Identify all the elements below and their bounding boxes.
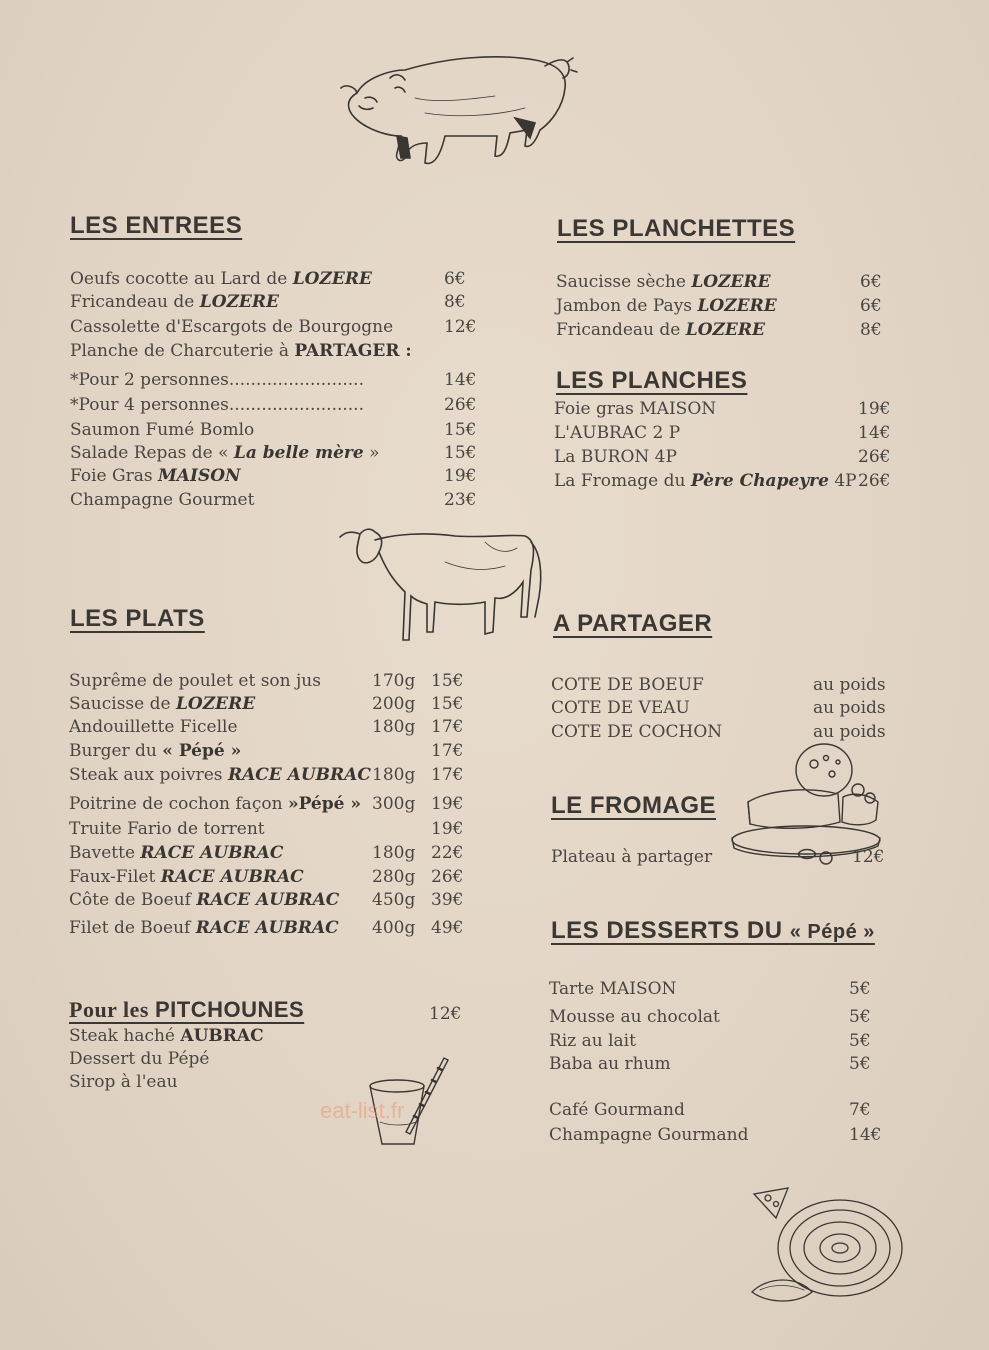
menu-item-name [69, 889, 339, 911]
menu-item-strong: RACE AUBRAC [196, 890, 340, 910]
menu-item-name [554, 422, 680, 444]
menu-item-name [551, 846, 712, 868]
menu-item-name [69, 1071, 178, 1093]
menu-item-text: Steak aux poivres [69, 765, 228, 785]
menu-item-strong: PARTAGER : [294, 341, 412, 361]
menu-item-price: 19€ [444, 466, 477, 486]
menu-item-strong: RACE AUBRAC [227, 765, 371, 785]
menu-item-name [549, 1006, 720, 1028]
menu-item-price: 12€ [852, 847, 885, 867]
section-title-desserts [551, 917, 875, 945]
menu-item-name [551, 697, 690, 719]
menu-item-price: 7€ [849, 1100, 871, 1120]
menu-item-text: Foie gras MAISON [554, 399, 717, 419]
section-title-planchettes: LES PLANCHETTES [557, 215, 796, 242]
cow-illustration-icon [335, 522, 550, 647]
menu-item-name [69, 1048, 209, 1070]
menu-item-text: Oeufs cocotte au Lard de [70, 269, 293, 289]
section-title-pitchounes [69, 997, 304, 1023]
menu-item-text: Mousse au chocolat [549, 1007, 720, 1027]
menu-item-price: 26€ [444, 395, 477, 415]
menu-item-price: 15€ [444, 420, 477, 440]
menu-item-weight: 180g [372, 843, 416, 863]
menu-item-price: 6€ [860, 272, 882, 292]
menu-item-text: Burger du [69, 741, 163, 761]
menu-item-price: 23€ [444, 490, 477, 510]
menu-item-name [556, 319, 765, 341]
menu-item-weight: 200g [372, 694, 416, 714]
menu-item-text: Riz au lait [549, 1031, 636, 1051]
menu-item-emphasis: La belle mère [233, 443, 364, 463]
menu-item-price: 15€ [444, 443, 477, 463]
menu-item-name [549, 1053, 671, 1075]
menu-item-text: Bavette [69, 843, 141, 863]
menu-item-emphasis: LOZERE [199, 292, 279, 312]
section-title-planches: LES PLANCHES [556, 367, 748, 394]
menu-item-name [70, 340, 412, 362]
menu-item-text: Cassolette d'Escargots de Bourgogne [70, 317, 394, 337]
menu-item-weight: 280g [372, 867, 416, 887]
menu-item-price: au poids [813, 675, 886, 695]
menu-item-text: Suprême de poulet et son jus [69, 671, 321, 691]
menu-item-name [70, 369, 364, 391]
menu-item-text: Champagne Gourmet [70, 490, 255, 510]
menu-item-price: 14€ [858, 423, 891, 443]
menu-item-name [70, 489, 254, 511]
menu-item-price: 26€ [858, 447, 891, 467]
menu-item-price: 22€ [431, 843, 464, 863]
menu-item-price: 12€ [444, 317, 477, 337]
menu-item-name [69, 1025, 264, 1047]
menu-item-text: *Pour 4 personnes......................... [70, 395, 364, 415]
menu-item-text: Fricandeau de [70, 292, 200, 312]
menu-item-text: *Pour 2 personnes......................... [70, 370, 364, 390]
menu-item-weight: 180g [372, 717, 416, 737]
menu-item-price: au poids [813, 722, 886, 742]
menu-item-strong: »Pépé » [287, 794, 361, 814]
menu-item-price: 26€ [431, 867, 464, 887]
section-title-fromage: LE FROMAGE [551, 792, 716, 819]
menu-item-text: Tarte MAISON [549, 979, 677, 999]
menu-item-text: Filet de Boeuf [69, 918, 196, 938]
menu-item-text: Saumon Fumé Bomlo [70, 420, 255, 440]
menu-item-strong: RACE AUBRAC [160, 867, 304, 887]
menu-item-text: Steak haché [69, 1026, 181, 1046]
menu-item-name [70, 291, 279, 313]
menu-item-name [554, 398, 716, 420]
menu-item-name [69, 693, 255, 715]
menu-item-name [69, 866, 304, 888]
menu-item-price: 17€ [431, 765, 464, 785]
pitchounes-price: 12€ [429, 1004, 462, 1024]
menu-item-text: Saucisse sèche [556, 272, 692, 292]
menu-item-name [69, 818, 265, 840]
menu-item-name [549, 1030, 636, 1052]
menu-item-text: Champagne Gourmand [549, 1125, 749, 1145]
menu-item-text: Café Gourmand [549, 1100, 685, 1120]
menu-item-price: 8€ [444, 292, 466, 312]
menu-item-name [554, 446, 677, 468]
menu-item-weight: 170g [372, 671, 416, 691]
menu-item-emphasis: Père Chapeyre [690, 471, 829, 491]
menu-item-weight: 300g [372, 794, 416, 814]
menu-item-name [69, 793, 361, 815]
menu-item-strong: RACE AUBRAC [195, 918, 339, 938]
section-title-plats: LES PLATS [70, 605, 205, 632]
menu-item-name [70, 465, 241, 487]
menu-item-name [556, 295, 777, 317]
menu-item-price: 6€ [444, 269, 466, 289]
menu-item-name [549, 978, 676, 1000]
menu-item-strong: « Pépé » [162, 741, 242, 761]
menu-item-text: L'AUBRAC 2 P [554, 423, 681, 443]
menu-item-name [551, 674, 704, 696]
section-title-partager: A PARTAGER [553, 610, 713, 637]
menu-item-price: 17€ [431, 741, 464, 761]
menu-item-price: 49€ [431, 918, 464, 938]
menu-item-name [69, 842, 283, 864]
menu-item-text: COTE DE VEAU [551, 698, 690, 718]
menu-item-text: COTE DE BOEUF [551, 675, 704, 695]
menu-item-emphasis: MAISON [157, 466, 241, 486]
menu-item-strong: RACE AUBRAC [140, 843, 284, 863]
menu-item-text: Poitrine de cochon façon [69, 794, 288, 814]
menu-item-text: 4P [828, 471, 857, 491]
menu-item-price: 8€ [860, 320, 882, 340]
menu-item-text: Planche de Charcuterie à [70, 341, 295, 361]
menu-item-text: La Fromage du [554, 471, 691, 491]
menu-item-name [70, 268, 372, 290]
menu-item-name [70, 442, 380, 464]
menu-item-name [551, 721, 722, 743]
menu-item-price: 17€ [431, 717, 464, 737]
pig-illustration-icon [335, 48, 580, 173]
menu-item-strong: LOZERE [175, 694, 256, 714]
menu-item-name [549, 1099, 685, 1121]
menu-item-strong: AUBRAC [180, 1026, 264, 1046]
menu-item-text: Salade Repas de « [70, 443, 234, 463]
menu-item-emphasis: LOZERE [292, 269, 372, 289]
menu-item-text: » [363, 443, 380, 463]
menu-item-text: Côte de Boeuf [69, 890, 197, 910]
menu-item-name [69, 740, 241, 762]
watermark: eat-list.fr [320, 1098, 405, 1123]
menu-item-name [69, 716, 238, 738]
pitchounes-title-strong: PITCHOUNES [154, 997, 305, 1022]
menu-item-price: 19€ [431, 794, 464, 814]
menu-item-emphasis: LOZERE [697, 296, 777, 316]
menu-item-name [70, 419, 254, 441]
menu-item-price: 14€ [444, 370, 477, 390]
menu-item-weight: 180g [372, 765, 416, 785]
menu-item-emphasis: LOZERE [685, 320, 765, 340]
menu-item-price: 39€ [431, 890, 464, 910]
menu-item-name [556, 271, 771, 293]
menu-item-price: 5€ [849, 1031, 871, 1051]
menu-item-text: Jambon de Pays [556, 296, 698, 316]
menu-item-name [70, 316, 393, 338]
menu-item-price: 19€ [858, 399, 891, 419]
menu-item-price: 15€ [431, 694, 464, 714]
menu-item-name [69, 764, 371, 786]
menu-item-text: Plateau à partager [551, 847, 713, 867]
menu-item-price: 6€ [860, 296, 882, 316]
desserts-title-pepe: « Pépé » [789, 921, 875, 943]
menu-item-name [69, 917, 339, 939]
menu-item-text: Andouillette Ficelle [69, 717, 238, 737]
menu-item-text: Foie Gras [70, 466, 158, 486]
section-title-entrees: LES ENTREES [70, 212, 243, 239]
menu-item-text: Truite Fario de torrent [69, 819, 265, 839]
menu-item-text: Sirop à l'eau [69, 1072, 178, 1092]
menu-item-price: 14€ [849, 1125, 882, 1145]
menu-item-text: La BURON 4P [554, 447, 677, 467]
menu-item-text: Faux-Filet [69, 867, 161, 887]
tart-illustration-icon [748, 1184, 908, 1309]
desserts-title-pre: LES DESSERTS DU [551, 917, 790, 944]
menu-item-name [69, 670, 321, 692]
menu-item-price: au poids [813, 698, 886, 718]
menu-item-text: Dessert du Pépé [69, 1049, 210, 1069]
menu-item-name [549, 1124, 749, 1146]
menu-item-name [70, 394, 364, 416]
menu-item-text: Baba au rhum [549, 1054, 671, 1074]
menu-item-weight: 400g [372, 918, 416, 938]
menu-item-name [554, 470, 857, 492]
menu-item-price: 26€ [858, 471, 891, 491]
menu-item-price: 19€ [431, 819, 464, 839]
menu-item-text: Saucisse de [69, 694, 176, 714]
menu-item-price: 5€ [849, 1007, 871, 1027]
menu-item-text: Fricandeau de [556, 320, 686, 340]
menu-item-weight: 450g [372, 890, 416, 910]
menu-item-emphasis: LOZERE [691, 272, 771, 292]
menu-item-price: 5€ [849, 1054, 871, 1074]
menu-item-price: 5€ [849, 979, 871, 999]
pitchounes-title-pre: Pour les [69, 997, 155, 1022]
menu-item-price: 15€ [431, 671, 464, 691]
menu-item-text: COTE DE COCHON [551, 722, 723, 742]
